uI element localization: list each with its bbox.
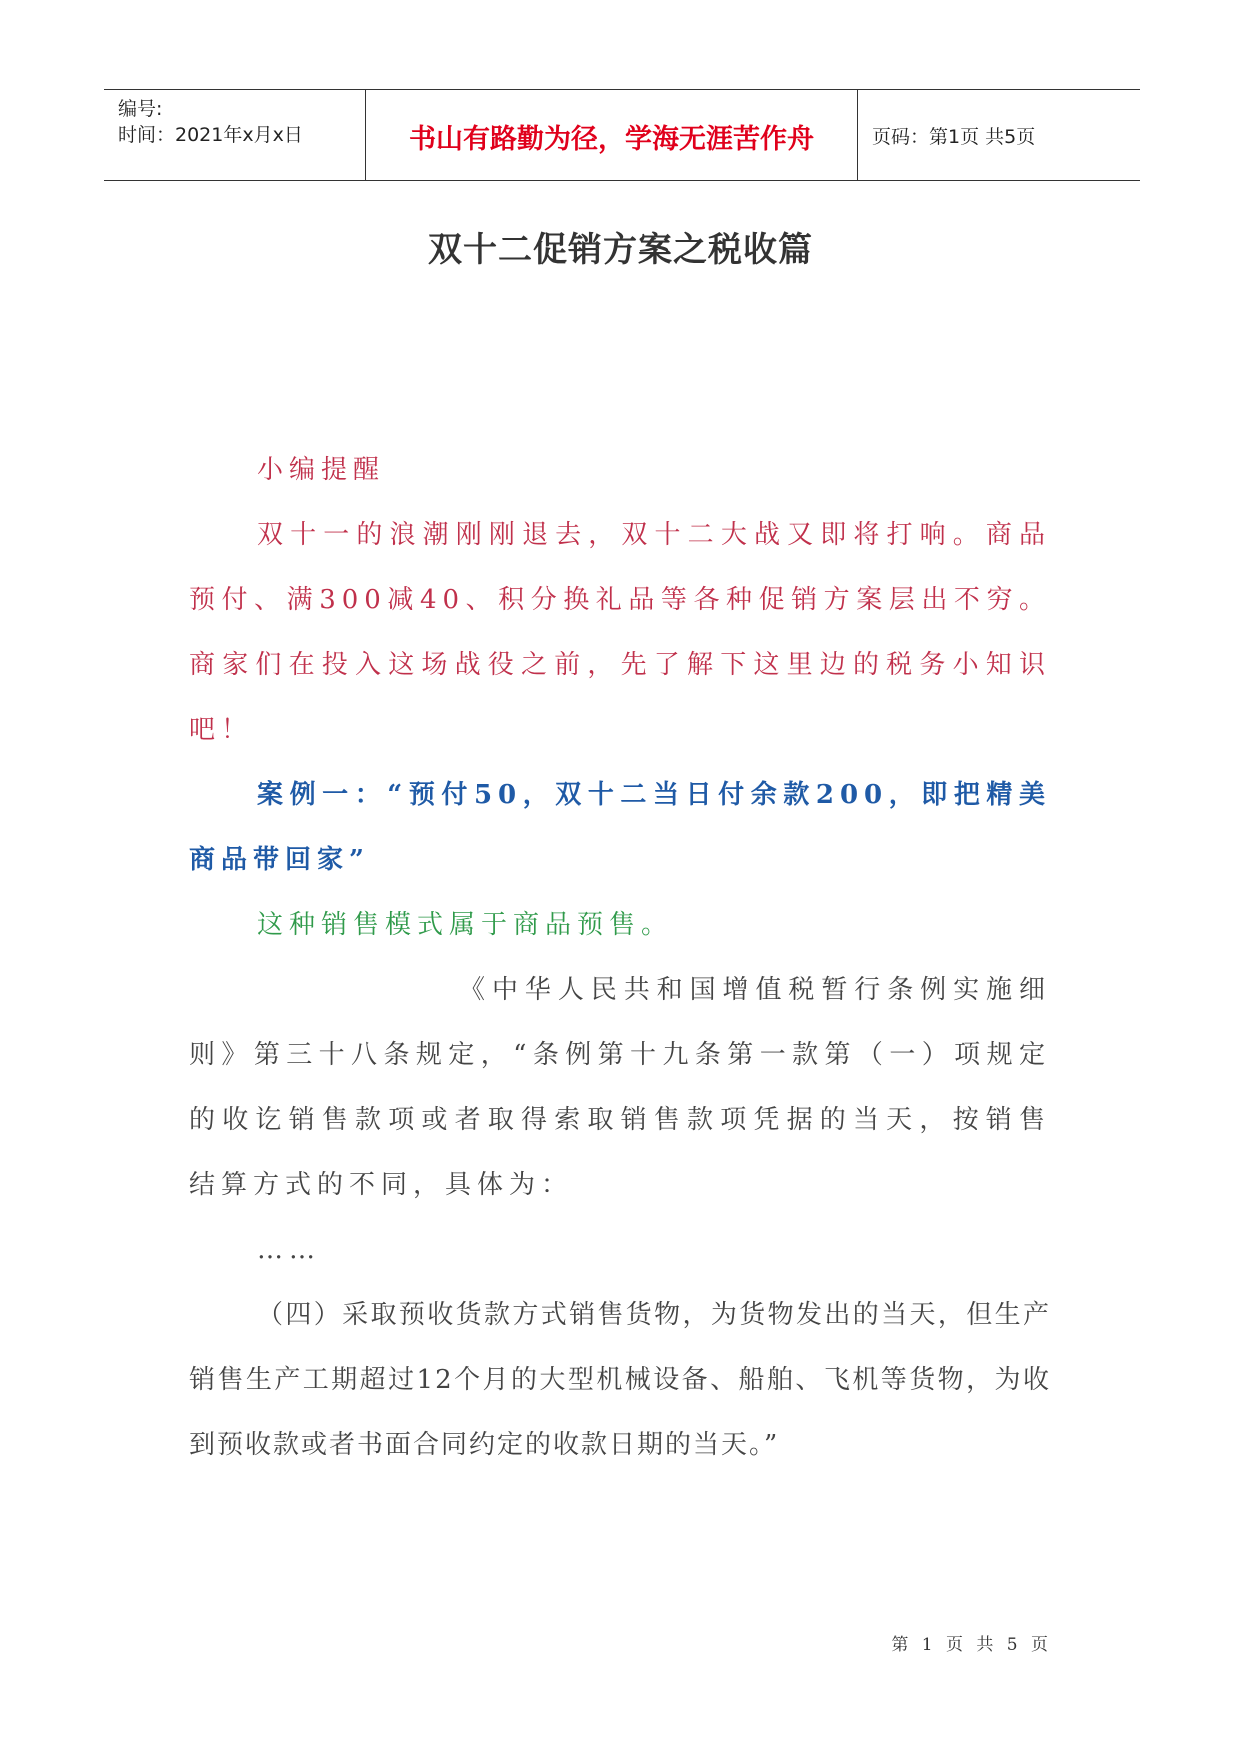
header-meta-cell: [104, 90, 366, 180]
header-motto-cell: [366, 90, 858, 180]
document-header: [104, 89, 1140, 181]
motto-text: 书山有路勤为径，学海无涯苦作舟: [409, 123, 814, 155]
intro-paragraph: 双十一的浪潮刚刚退去，双十二大战又即将打响。商品预付、满300减40、积分换礼品等各种促销方案层出不穷。商家们在投入这场战役之前，先了解下这里边的税务小知识吧！: [189, 520, 1051, 745]
page-info: 页码：第1页 共5页: [872, 125, 1036, 148]
page-footer: 第 1 页 共 5 页: [891, 1635, 1052, 1655]
case1-heading: 案例一：“预付50，双十二当日付余款200，即把精美商品带回家”: [189, 780, 1051, 875]
presale-paragraph: 这种销售模式属于商品预售。: [257, 910, 674, 940]
clause4-paragraph: （四）采取预收货款方式销售货物，为货物发出的当天，但生产销售生产工期超过12个月的大型机械设备、船舶、飞机等货物，为收到预收款或者书面合同约定的收款日期的当天。”: [189, 1300, 1051, 1460]
reminder-heading: 小编提醒: [257, 455, 386, 485]
document-title: 双十二促销方案之税收篇: [428, 230, 813, 270]
regulation-paragraph: 《中华人民共和国增值税暂行条例实施细则》第三十八条规定，“条例第十九条第一款第（一）项规定的收讫销售款项或者取得索取销售款项凭据的当天，按销售结算方式的不同，具体为：: [189, 975, 1051, 1200]
time-label: 时间：2021年x月x日: [118, 124, 303, 146]
number-label: 编号:: [118, 98, 163, 120]
document-body: [189, 438, 1051, 1478]
ellipsis-paragraph: ……: [257, 1235, 321, 1265]
header-page-cell: [858, 90, 1140, 180]
